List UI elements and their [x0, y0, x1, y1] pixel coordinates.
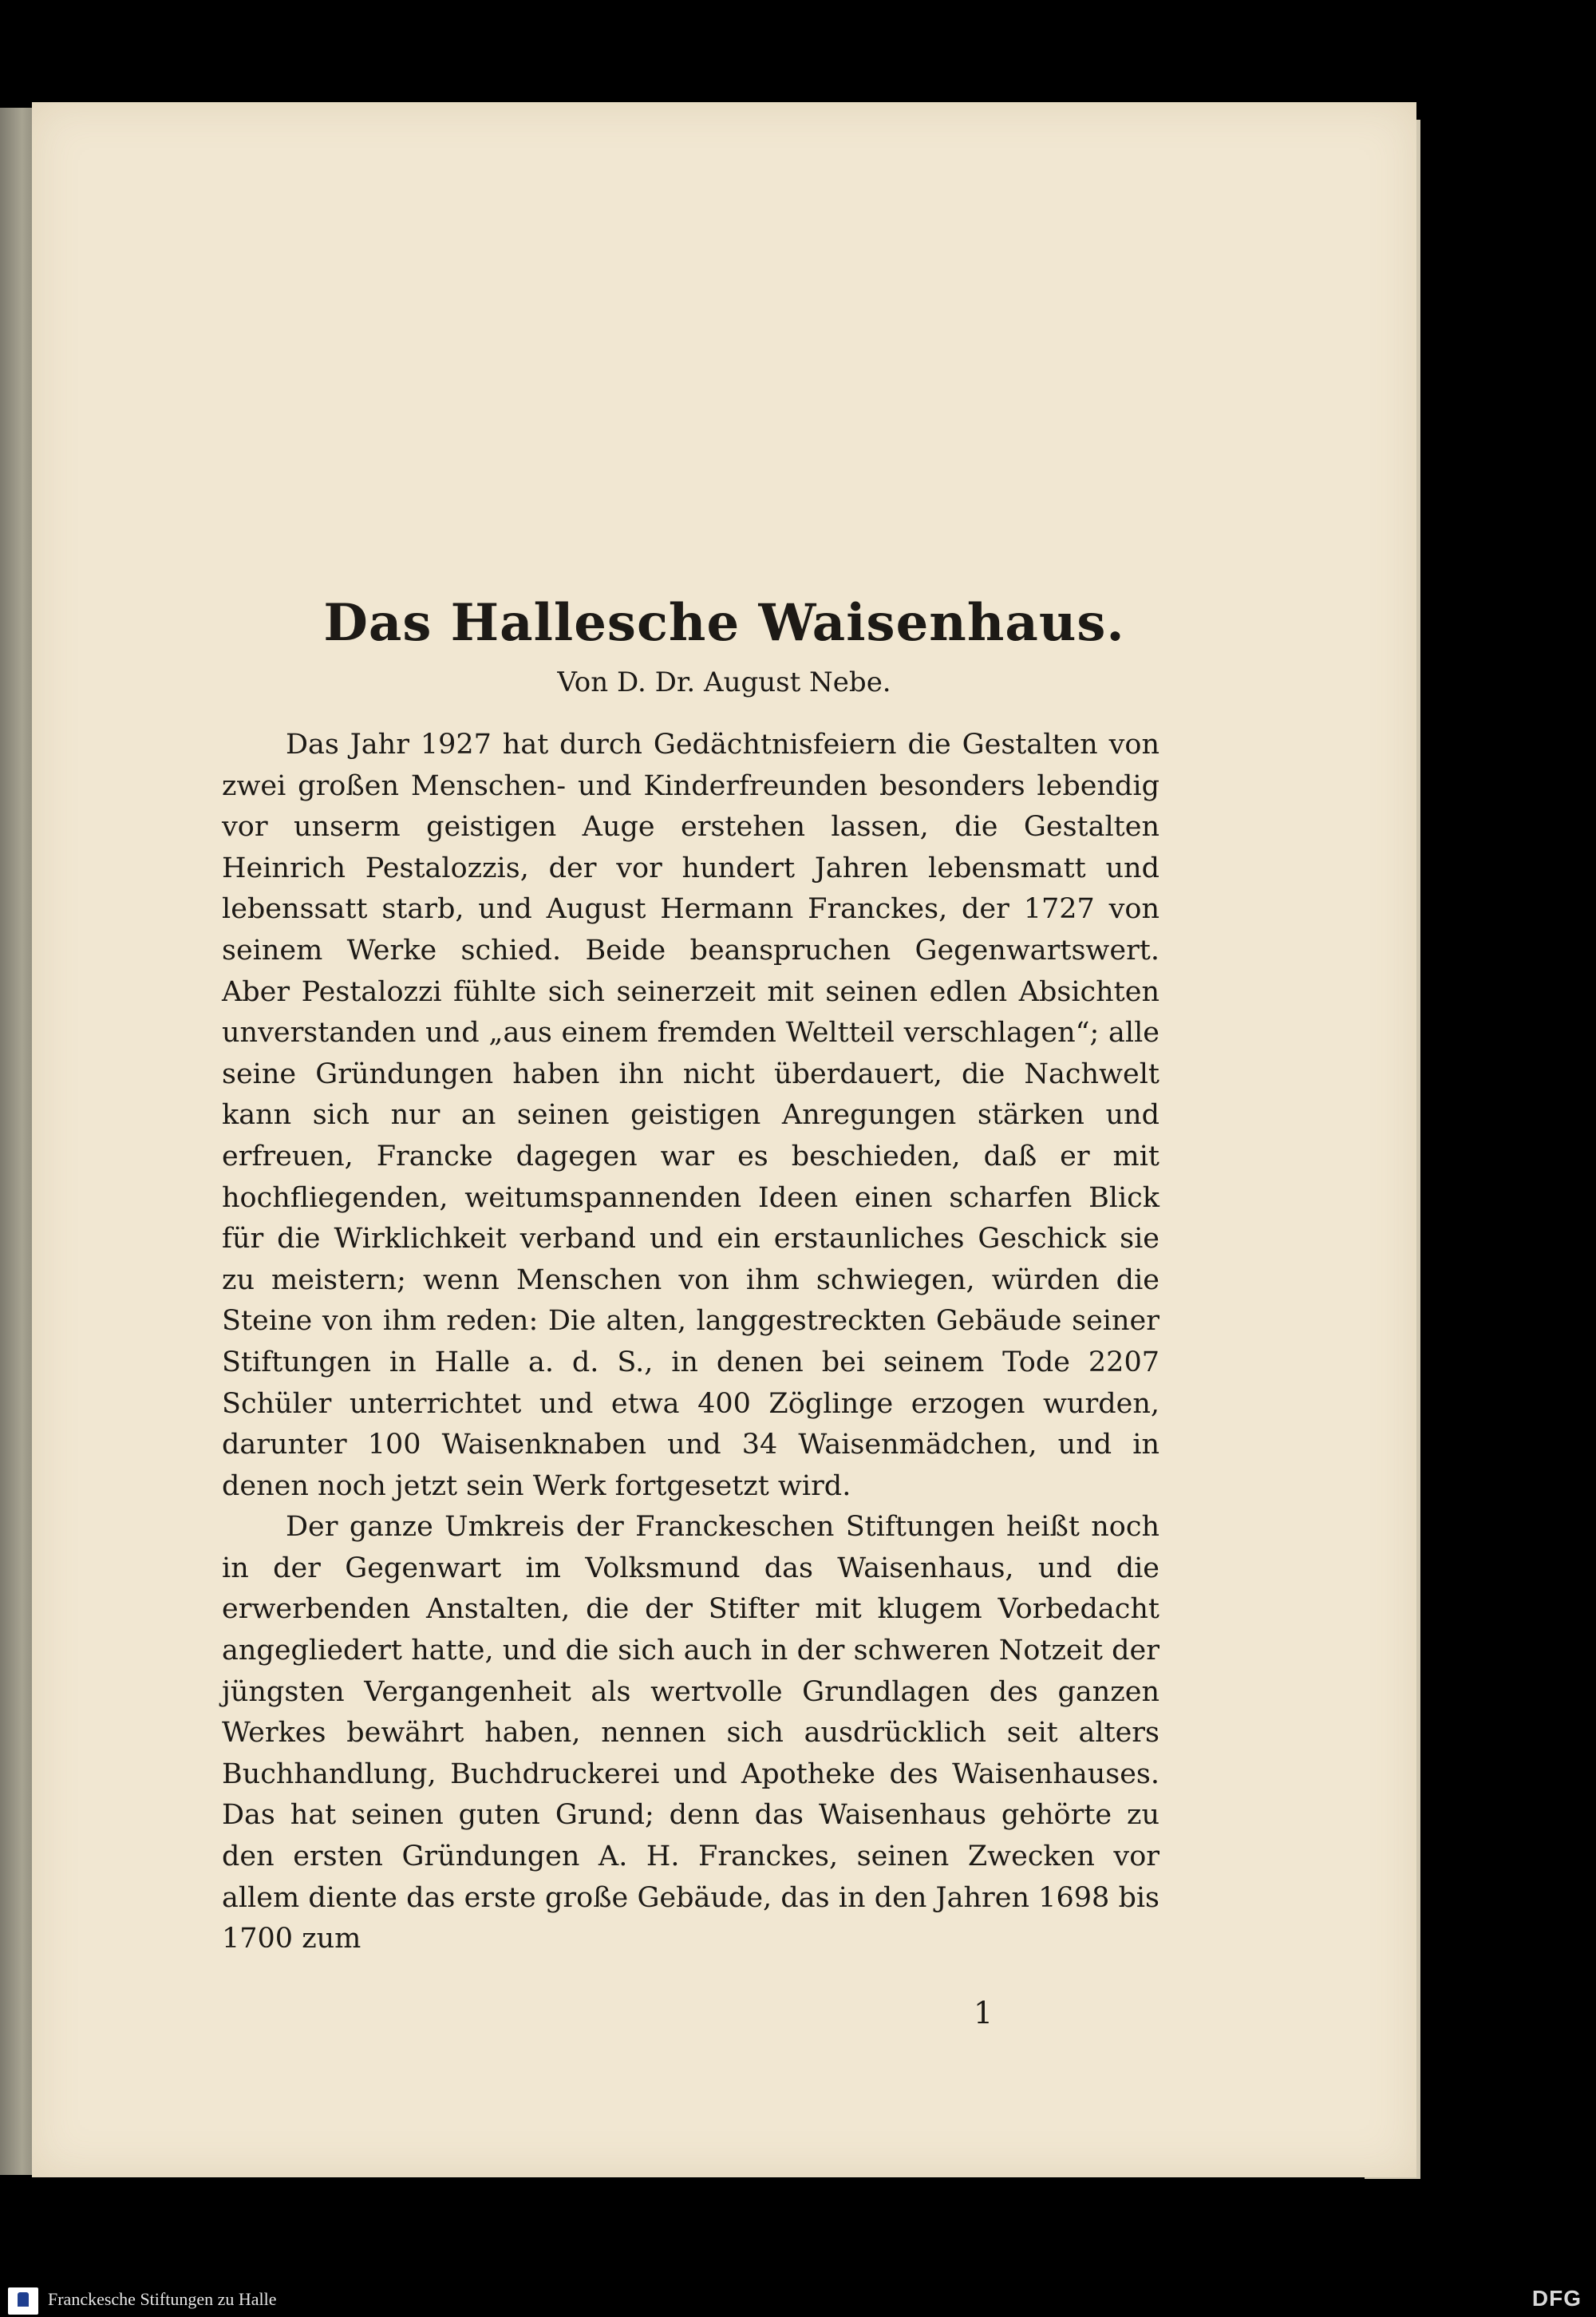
dfg-logo: DFG [1531, 2286, 1582, 2311]
document-title: Das Hallesche Waisenhaus. [323, 593, 1125, 653]
document-page [32, 102, 1416, 2177]
page-number: 1 [974, 1995, 994, 2030]
author-byline: Von D. Dr. August Nebe. [557, 666, 891, 698]
institution-name: Franckesche Stiftungen zu Halle [48, 2289, 277, 2309]
paragraph-1: Das Jahr 1927 hat durch Gedächtnisfeiern die Gestalten von zwei großen Menschen- und Kinderfreunden besonders lebendig vor unserm geistigen Auge erstehen lassen, die Gestalten Heinrich Pestalozzis, der vor hundert Jahren lebensmatt und lebenssatt starb, und August Hermann Franckes, der 1727 von seinem Werke schied. Beide beanspruchen Gegenwartswert. Aber Pestalozzi fühlte sich seinerzeit mit seinen edlen Absichten unverstanden und „aus einem fremden Weltteil verschlagen“; alle seine Gründungen haben ihn nicht überdauert, die Nachwelt kann sich nur an seinen geistigen Anregungen stärken und erfreuen, Francke dagegen war es beschieden, daß er mit hochfliegenden, weitumspannenden Ideen einen scharfen Blick für die Wirklichkeit verband und ein erstaunliches Geschick sie zu meistern; wenn Menschen von ihm schwiegen, würden die Steine von ihm reden: Die alten, langgestreckten Gebäude seiner Stiftungen in Halle a. d. S., in denen bei seinem Tode 2207 Schüler unterrichtet und etwa 400 Zöglinge erzogen wurden, darunter 100 Waisenknaben und 34 Waisenmädchen, und in denen noch jetzt sein Werk fortgesetzt wird. [222, 729, 1159, 1502]
foundation-seal-icon [8, 2287, 38, 2315]
paragraph-2: Der ganze Umkreis der Franckeschen Stiftungen heißt noch in der Gegenwart im Volksmund das Waisenhaus, und die erwerbenden Anstalten, die der Stifter mit klugem Vorbedacht angegliedert hatte, und die sich auch in der schweren Notzeit der jüngsten Vergangenheit als wertvolle Grundlagen des ganzen Werkes bewährt haben, nennen sich ausdrücklich seit alters Buchhandlung, Buchdruckerei und Apotheke des Waisenhauses. Das hat seinen guten Grund; denn das Waisenhaus gehörte zu den ersten Gründungen A. H. Franckes, seinen Zwecken vor allem diente das erste große Gebäude, das in den Jahren 1698 bis 1700 zum [222, 1511, 1159, 1955]
document-body [222, 725, 1159, 1960]
